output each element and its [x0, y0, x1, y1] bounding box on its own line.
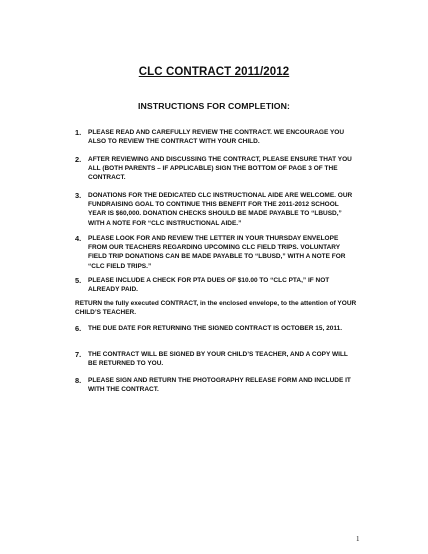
item-text: AFTER REVIEWING AND DISCUSSING THE CONTRACT, PLEASE ENSURE THAT YOU ALL (BOTH PARENTS – IF APPLICABLE) SIGN THE BOTTOM OF PAGE 3 OF THE CONTRACT.	[88, 156, 352, 182]
item-text: PLEASE SIGN AND RETURN THE PHOTOGRAPHY RELEASE FORM AND INCLUDE IT WITH THE CONTRACT.	[88, 377, 351, 394]
item-number: 5.	[75, 276, 82, 285]
list-item	[75, 324, 357, 333]
list-item	[75, 376, 357, 394]
item-text: THE DUE DATE FOR RETURNING THE SIGNED CONTRACT IS OCTOBER 15, 2011.	[88, 325, 343, 332]
list-item	[75, 155, 357, 183]
item-text: PLEASE INCLUDE A CHECK FOR PTA DUES OF $10.00 TO “CLC PTA,” IF NOT ALREADY PAID.	[88, 277, 330, 294]
page-title: CLC CONTRACT 2011/2012	[138, 66, 290, 78]
item-number: 4.	[75, 234, 82, 243]
item-number: 7.	[75, 350, 82, 359]
item-text: DONATIONS FOR THE DEDICATED CLC INSTRUCTIONAL AIDE ARE WELCOME. OUR FUNDRAISING GOAL TO CONTINUE THIS BENEFIT FOR THE 2011-2012 SCHOOL YEAR IS $60,000. DONATION CHECKS SHOULD BE MADE PAYABLE TO “LBUSD,” WITH A NOTE FOR “CLC INSTRUCTIONAL AIDE.”	[88, 192, 353, 227]
item-number: 8.	[75, 376, 82, 385]
item-text: THE CONTRACT WILL BE SIGNED BY YOUR CHILD’S TEACHER, AND A COPY WILL BE RETURNED TO YOU.	[88, 351, 348, 368]
item-text: PLEASE LOOK FOR AND REVIEW THE LETTER IN YOUR THURSDAY ENVELOPE FROM OUR TEACHERS REGARDING UPCOMING CLC FIELD TRIPS. VOLUNTARY FIELD TRIP DONATIONS CAN BE MADE PAYABLE TO “LBUSD,” WITH A NOTE FOR “CLC FIELD TRIPS.”	[88, 235, 346, 270]
list-item	[75, 276, 357, 294]
list-item	[75, 350, 357, 368]
item-text: PLEASE READ AND CAREFULLY REVIEW THE CONTRACT. WE ENCOURAGE YOU ALSO TO REVIEW THE CONTRACT WITH YOUR CHILD.	[88, 129, 345, 146]
item-number: 1.	[75, 128, 82, 137]
instructions-heading: INSTRUCTIONS FOR COMPLETION:	[138, 101, 290, 111]
list-item	[75, 234, 357, 271]
list-item	[75, 128, 357, 146]
item-number: 6.	[75, 324, 82, 333]
page-number: 1	[356, 535, 360, 543]
item-number: 3.	[75, 191, 82, 200]
item-number: 2.	[75, 155, 82, 164]
list-item	[75, 191, 357, 228]
return-note: RETURN the fully executed CONTRACT, in the enclosed envelope, to the attention of YOUR CHILD’S TEACHER.	[75, 300, 357, 317]
